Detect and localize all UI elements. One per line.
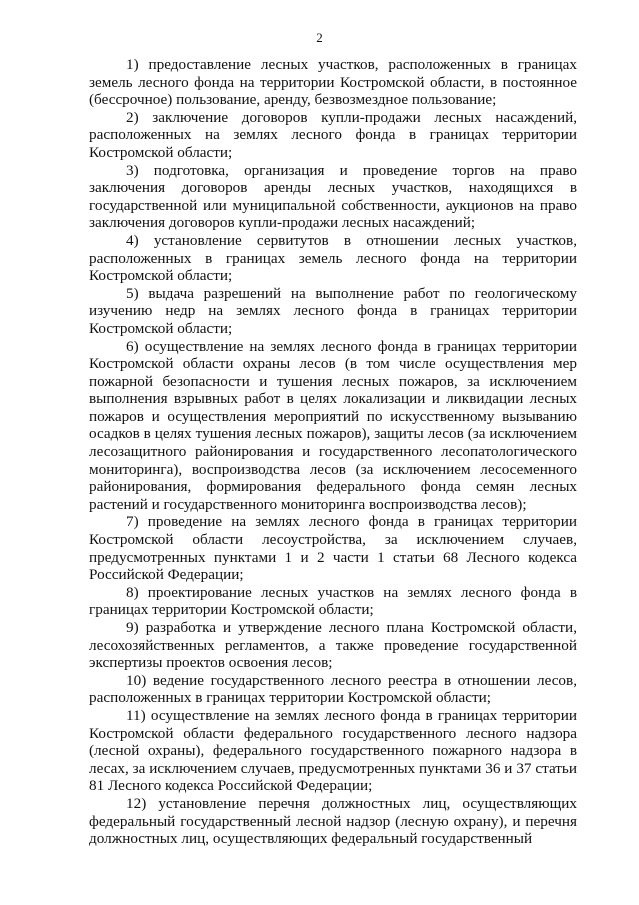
list-item: 4) установление сервитутов в отношении лесных участков, расположенных в границах земель лесного фонда на территории Костромской области; (89, 231, 577, 285)
page-number: 2 (316, 30, 323, 45)
list-item: 12) установление перечня должностных лиц, осуществляющих федеральный государственный лесной надзор (лесную охрану), и перечня должностных лиц, осуществляющих федеральный государственный (89, 794, 577, 848)
list-item: 8) проектирование лесных участков на землях лесного фонда в границах территории Костромской области; (89, 583, 577, 619)
document-body (89, 56, 577, 848)
list-item: 7) проведение на землях лесного фонда в границах территории Костромской области лесоустройства, за исключением случаев, предусмотренных пунктами 1 и 2 части 1 статьи 68 Лесного кодекса Российской Федерации; (89, 513, 577, 584)
list-item: 6) осуществление на землях лесного фонда в границах территории Костромской области охраны лесов (в том числе осуществления мер пожарной безопасности и тушения лесных пожаров, за исключением выполнения взрывных работ в целях локализации и ликвидации лесных пожаров и осуществления мероприятий по искусственному вызыванию осадков в целях тушения лесных пожаров), защиты лесов (за исключением лесозащитного районирования и государственного лесопатологического мониторинга), воспроизводства лесов (за исключением лесосеменного районирования, формирования федерального фонда семян лесных растений и государственного мониторинга воспроизводства лесов); (89, 337, 577, 513)
list-item: 9) разработка и утверждение лесного плана Костромской области, лесохозяйственных регламентов, а также проведение государственной экспертизы проектов освоения лесов; (89, 619, 577, 672)
list-item: 5) выдача разрешений на выполнение работ по геологическому изучению недр на землях лесного фонда в границах территории Костромской области; (89, 284, 577, 337)
list-item: 2) заключение договоров купли-продажи лесных насаждений, расположенных на землях лесного фонда в границах территории Костромской области; (89, 108, 577, 161)
list-item: 3) подготовка, организация и проведение торгов на право заключения договоров аренды лесных участков, находящихся в государственной или муниципальной собственности, аукционов на право заключения договоров купли-продажи лесных насаждений; (89, 161, 577, 232)
list-item: 10) ведение государственного лесного реестра в отношении лесов, расположенных в границах территории Костромской области; (89, 671, 577, 707)
list-item: 11) осуществление на землях лесного фонда в границах территории Костромской области федерального государственного лесного надзора (лесной охраны), федерального государственного пожарного надзора в лесах, за исключением случаев, предусмотренных пунктами 36 и 37 статьи 81 Лесного кодекса Российской Федерации; (89, 706, 577, 795)
list-item: 1) предоставление лесных участков, расположенных в границах земель лесного фонда на территории Костромской области, в постоянное (бессрочное) пользование, аренду, безвозмездное пользование; (89, 56, 577, 109)
